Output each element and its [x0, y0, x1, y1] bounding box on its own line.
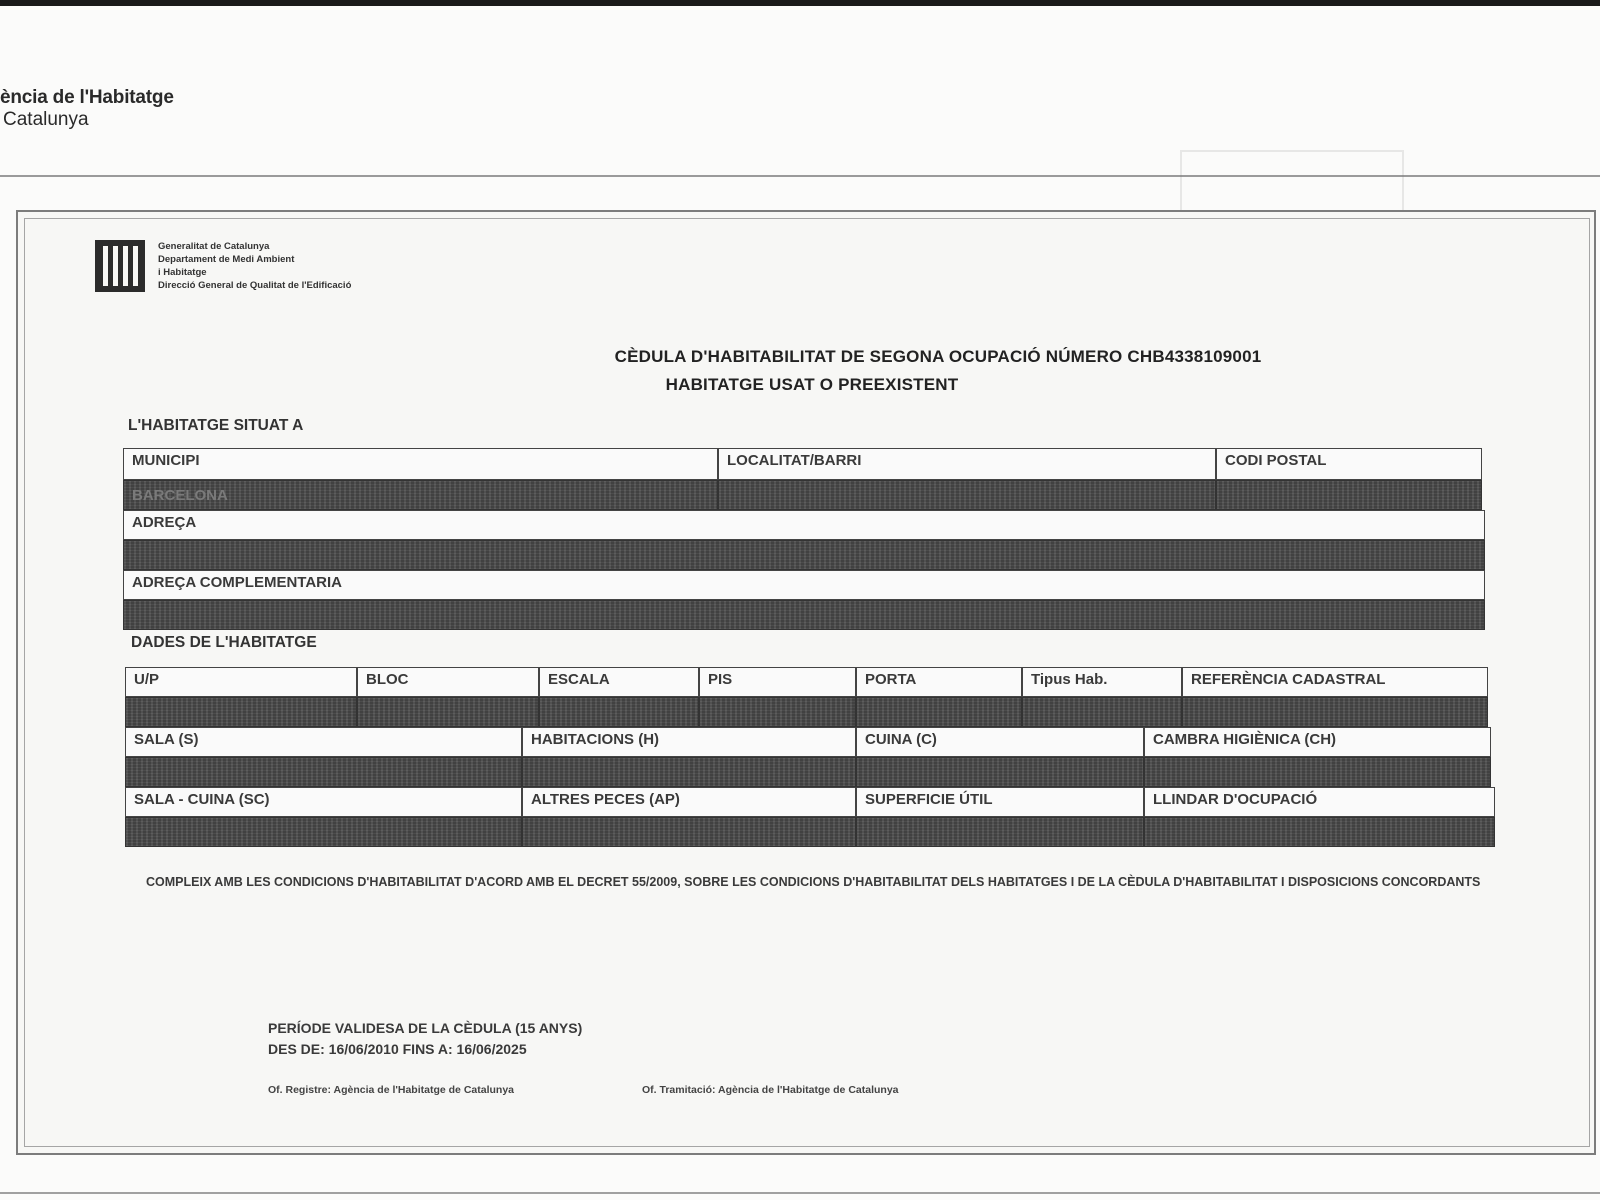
- adreca-label: ADREÇA: [123, 510, 1485, 540]
- codi-postal-value: [1216, 480, 1482, 510]
- certificate-subtitle: HABITATGE USAT O PREEXISTENT: [665, 375, 959, 394]
- sala-value: [125, 757, 522, 787]
- pis-label: PIS: [699, 667, 856, 697]
- cambra-higienica-label: CAMBRA HIGIÈNICA (CH): [1144, 727, 1491, 757]
- municipi-label: MUNICIPI: [123, 448, 718, 480]
- referencia-label: REFERÈNCIA CADASTRAL: [1182, 667, 1488, 697]
- certificate-frame: [16, 210, 1596, 1155]
- referencia-value: [1182, 697, 1488, 727]
- location-section-label: L'HABITATGE SITUAT A: [128, 417, 304, 434]
- agency-location: Catalunya: [3, 109, 89, 130]
- habitacions-value: [522, 757, 856, 787]
- issuer-line: Direcció General de Qualitat de l'Edificació: [158, 280, 352, 291]
- codi-postal-label: CODI POSTAL: [1216, 448, 1482, 480]
- issuer-line: i Habitatge: [158, 267, 207, 278]
- certificate-title: CÈDULA D'HABITABILITAT DE SEGONA OCUPACIÓ NÚMERO CHB4338109001: [614, 347, 1262, 366]
- superficie-util-label: SUPERFICIE ÚTIL: [856, 787, 1144, 817]
- dwelling-section-label: DADES DE L'HABITATGE: [131, 634, 317, 651]
- sala-cuina-value: [125, 817, 522, 847]
- up-value: [125, 697, 357, 727]
- escala-label: ESCALA: [539, 667, 699, 697]
- issuer-line: Departament de Medi Ambient: [158, 254, 295, 265]
- adreca-value: [123, 540, 1485, 570]
- issuer-block: [158, 240, 351, 292]
- bloc-value: [357, 697, 539, 727]
- validity-dates: DES DE: 16/06/2010 FINS A: 16/06/2025: [268, 1041, 527, 1057]
- superficie-util-value: [856, 817, 1144, 847]
- llindar-ocupacio-value: [1144, 817, 1495, 847]
- scan-top-edge: [0, 0, 1600, 6]
- porta-label: PORTA: [856, 667, 1022, 697]
- altres-peces-label: ALTRES PECES (AP): [522, 787, 856, 817]
- municipi-value: BARCELONA: [123, 480, 718, 510]
- agency-name: ència de l'Habitatge: [0, 87, 174, 108]
- tramitacio-office: Of. Tramitació: Agència de l'Habitatge de Catalunya: [642, 1084, 899, 1096]
- generalitat-logo-icon: [95, 240, 145, 292]
- cambra-higienica-value: [1144, 757, 1491, 787]
- sala-cuina-label: SALA - CUINA (SC): [125, 787, 522, 817]
- llindar-ocupacio-label: LLINDAR D'OCUPACIÓ: [1144, 787, 1495, 817]
- sala-label: SALA (S): [125, 727, 522, 757]
- localitat-label: LOCALITAT/BARRI: [718, 448, 1216, 480]
- issuer-line: Generalitat de Catalunya: [158, 241, 270, 252]
- pis-value: [699, 697, 856, 727]
- tipus-label: Tipus Hab.: [1022, 667, 1182, 697]
- escala-value: [539, 697, 699, 727]
- scan-bottom-edge: [0, 1192, 1600, 1194]
- cuina-label: CUINA (C): [856, 727, 1144, 757]
- registre-office: Of. Registre: Agència de l'Habitatge de Catalunya: [268, 1084, 514, 1096]
- altres-peces-value: [522, 817, 856, 847]
- localitat-value: [718, 480, 1216, 510]
- cuina-value: [856, 757, 1144, 787]
- up-label: U/P: [125, 667, 357, 697]
- habitacions-label: HABITACIONS (H): [522, 727, 856, 757]
- validity-period: PERÍODE VALIDESA DE LA CÈDULA (15 ANYS): [268, 1020, 583, 1036]
- tipus-value: [1022, 697, 1182, 727]
- adreca-complementaria-label: ADREÇA COMPLEMENTARIA: [123, 570, 1485, 600]
- adreca-complementaria-value: [123, 600, 1485, 630]
- header-divider: [0, 175, 1600, 177]
- bloc-label: BLOC: [357, 667, 539, 697]
- porta-value: [856, 697, 1022, 727]
- validity-block: [268, 1018, 582, 1060]
- compliance-statement: COMPLEIX AMB LES CONDICIONS D'HABITABILITAT D'ACORD AMB EL DECRET 55/2009, SOBRE LES CONDICIONS D'HABITABILITAT DELS HABITATGES I DE LA CÈDULA D'HABITABILITAT I DISPOSICIONS CONCORDANTS: [146, 875, 1481, 889]
